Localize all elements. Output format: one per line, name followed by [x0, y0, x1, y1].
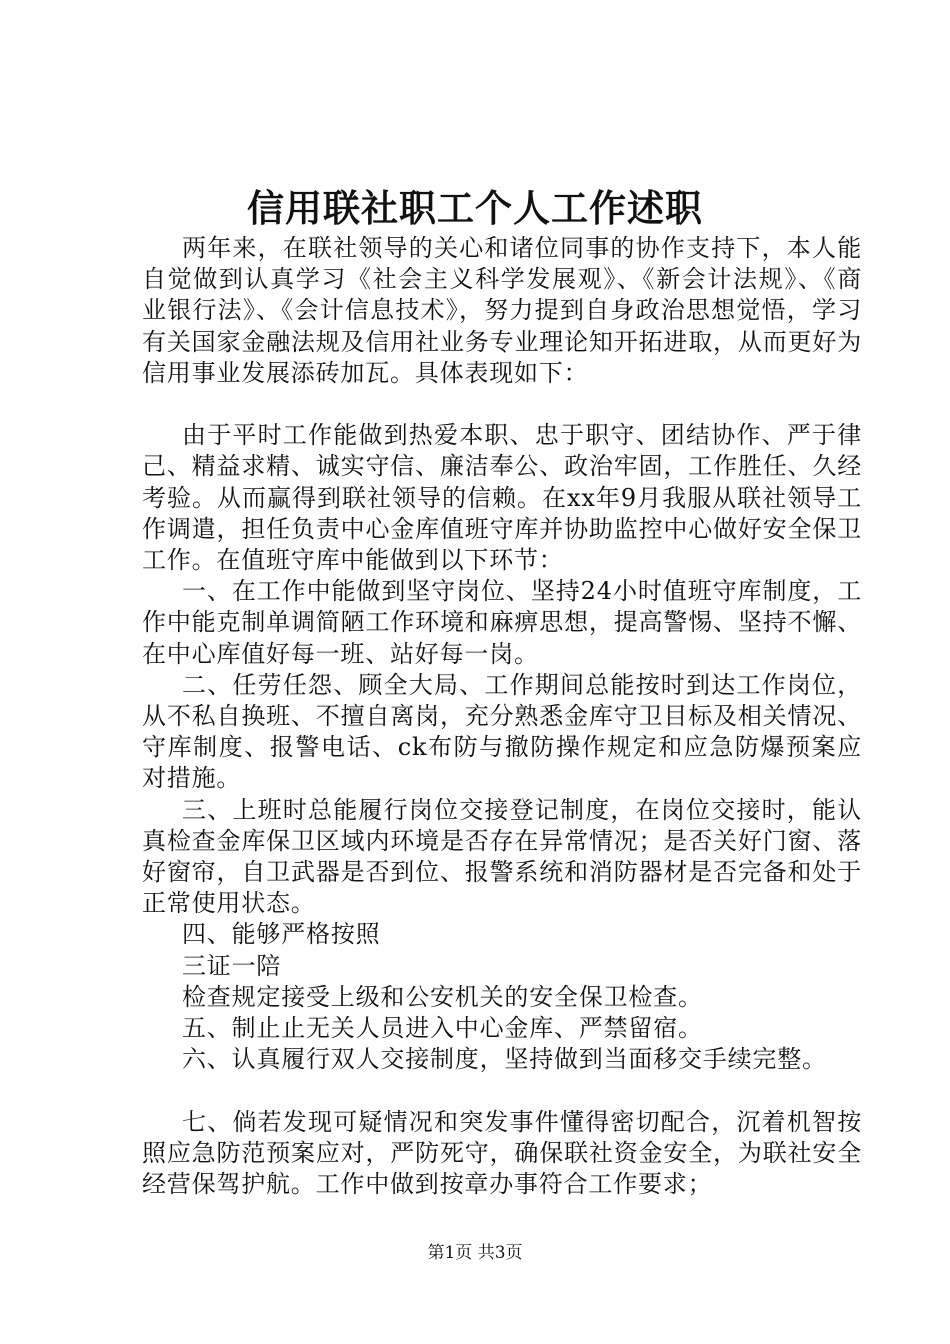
paragraph-item-5: 五、制止止无关人员进入中心金库、严禁留宿。: [182, 1014, 703, 1043]
paragraph-item-4-term: 三证一陪: [182, 951, 282, 980]
paragraph-item-1: 一、在工作中能做到坚守岗位、坚持24小时值班守库制度，工作中能克制单调简陋工作环境和麻痹思想，提高警惕、坚持不懈、在中心库值好每一班、站好每一岗。: [142, 577, 862, 668]
paragraph-item-3: 三、上班时总能履行岗位交接登记制度，在岗位交接时，能认真检查金库保卫区域内环境是否存在异常情况；是否关好门窗、落好窗帘，自卫武器是否到位、报警系统和消防器材是否完备和处于正常使用状态。: [142, 795, 862, 918]
page-footer: 第1页 共3页: [427, 1243, 523, 1263]
paragraph-background: 由于平时工作能做到热爱本职、忠于职守、团结协作、严于律己、精益求精、诚实守信、廉洁奉公、政治牢固，工作胜任、久经考验。从而赢得到联社领导的信赖。在xx年9月我服从联社领导工作调遣，担任负责中心金库值班守库并协助监控中心做好安全保卫工作。在值班守库中能做到以下环节：: [142, 421, 862, 575]
paragraph-item-6: 六、认真履行双人交接制度，坚持做到当面移交手续完整。: [182, 1045, 827, 1074]
paragraph-item-4-detail: 检查规定接受上级和公安机关的安全保卫检查。: [182, 982, 703, 1011]
document-body: [142, 233, 862, 1200]
paragraph-gap: [142, 389, 862, 420]
paragraph-item-2: 二、任劳任怨、顾全大局、工作期间总能按时到达工作岗位，从不私自换班、不擅自离岗，充分熟悉金库守卫目标及相关情况、守库制度、报警电话、ck布防与撤防操作规定和应急防爆预案应对措施。: [142, 670, 862, 793]
paragraph-gap: [142, 1075, 862, 1106]
document-title: 信用联社职工个人工作述职: [247, 186, 703, 230]
paragraph-item-7: 七、倘若发现可疑情况和突发事件懂得密切配合，沉着机智按照应急防范预案应对，严防死守，确保联社资金安全，为联社安全经营保驾护航。工作中做到按章办事符合工作要求；: [142, 1107, 862, 1199]
paragraph-item-4: 四、能够严格按照: [182, 920, 381, 949]
paragraph-intro: 两年来，在联社领导的关心和诸位同事的协作支持下，本人能自觉做到认真学习《社会主义科学发展观》、《新会计法规》、《商业银行法》、《会计信息技术》，努力提到自身政治思想觉悟，学习有关国家金融法规及信用社业务专业理论知开拓进取，从而更好为信用事业发展添砖加瓦。具体表现如下：: [142, 234, 862, 387]
